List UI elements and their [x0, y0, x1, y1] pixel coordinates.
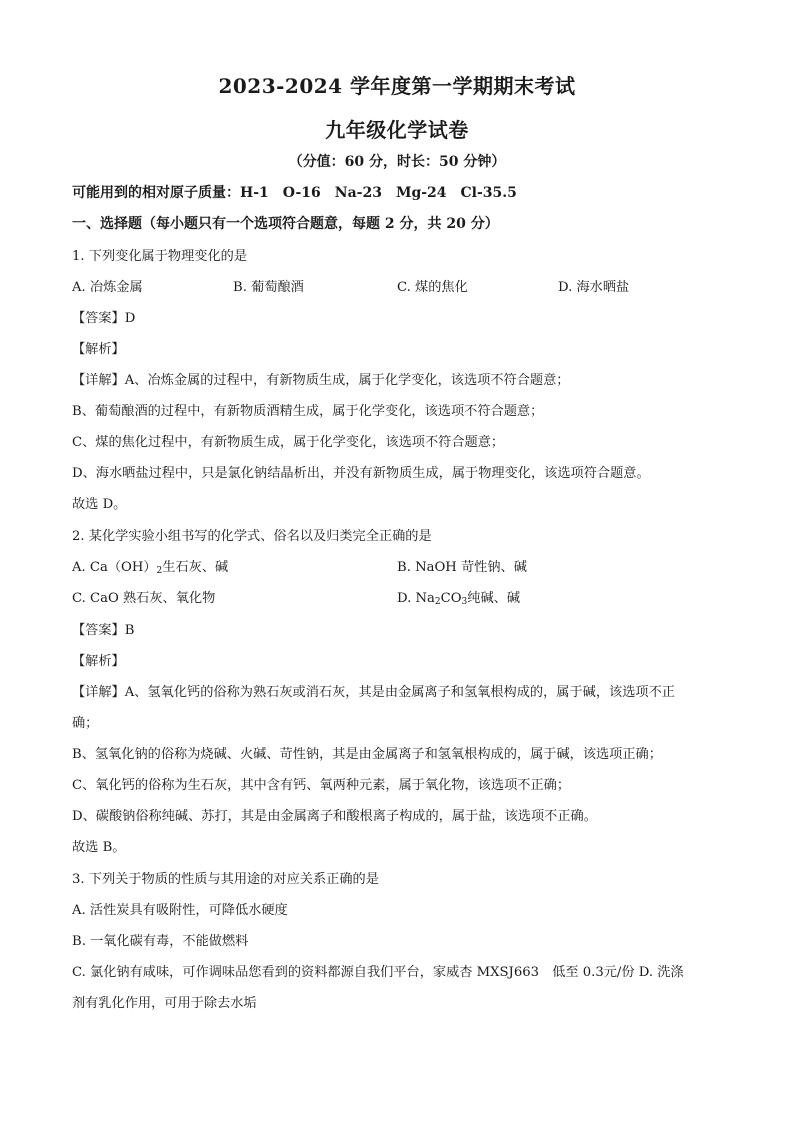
q1-detail-line: B、葡萄酿酒的过程中，有新物质酒精生成，属于化学变化，该选项不符合题意；: [72, 404, 544, 419]
q2-option-d: [397, 587, 520, 607]
q2-detail-line: B、氢氧化钠的俗称为烧碱、火碱、苛性钠，其是由金属离子和氢氧根构成的，属于碱，该选项正确；: [72, 747, 662, 762]
q2-detail-line: C、氧化钙的俗称为生石灰，其中含有钙、氧两种元素，属于氧化物，该选项不正确；: [72, 778, 571, 793]
q3-line: C. 氯化钠有咸味，可作调味品您看到的资料都源自我们平台，家威杏 MXSJ663 低至 0.3元/份 D. 洗涤: [72, 965, 684, 980]
atomic-mass-line: 可能用到的相对原子质量：H-1 O-16 Na-23 Mg-24 Cl-35.5: [72, 185, 517, 201]
q1-detail-line: D、海水晒盐过程中，只是氯化钠结晶析出，并没有新物质生成，属于物理变化，该选项符合题意。: [72, 466, 650, 481]
q3-stem: 3. 下列关于物质的性质与其用途的对应关系正确的是: [72, 872, 379, 887]
q2-stem: 2. 某化学实验小组书写的化学式、俗名以及归类完全正确的是: [72, 529, 432, 544]
q2-detail-line: 确；: [72, 716, 99, 731]
q2-detail-line: 【详解】A、氢氧化钙的俗称为熟石灰或消石灰，其是由金属离子和氢氧根构成的，属于碱，该选项不正: [72, 685, 675, 700]
q2-option-c: C. CaO 熟石灰、氧化物: [72, 591, 216, 606]
q3-line: B. 一氧化碳有毒，不能做燃料: [72, 934, 249, 949]
q2-option-d-text: 纯碱、碱: [467, 591, 521, 606]
subscript: 2: [156, 566, 163, 576]
q1-option-d: D. 海水晒盐: [558, 280, 630, 295]
q2-conclusion: 故选 B。: [72, 840, 126, 855]
subscript: 2: [434, 597, 441, 607]
q2-option-a-formula: A. Ca（OH）: [72, 560, 157, 575]
q1-option-c: C. 煤的焦化: [397, 280, 468, 295]
exam-subtitle: 九年级化学试卷: [325, 118, 469, 142]
q2-analysis-label: 【解析】: [72, 654, 125, 669]
q1-answer: 【答案】D: [72, 311, 136, 326]
q2-option-a-text: 生石灰、碱: [162, 560, 229, 575]
q2-option-d-formula-mid: CO: [440, 591, 462, 606]
exam-info: （分值：60 分，时长：50 分钟）: [288, 154, 506, 170]
q2-detail-line: D、碳酸钠俗称纯碱、苏打，其是由金属离子和酸根离子构成的，属于盐，该选项不正确。: [72, 809, 597, 824]
q3-line: A. 活性炭具有吸附性，可降低水硬度: [72, 903, 288, 918]
q2-answer: 【答案】B: [72, 623, 135, 638]
exam-title: 2023-2024 学年度第一学期期末考试: [218, 74, 576, 98]
q1-option-b: B. 葡萄酿酒: [233, 280, 304, 295]
q1-conclusion: 故选 D。: [72, 497, 127, 512]
subscript: 3: [461, 597, 468, 607]
q3-line: 剂有乳化作用，可用于除去水垢: [72, 996, 257, 1011]
q2-option-b: B. NaOH 苛性钠、碱: [397, 560, 527, 575]
q2-option-a: [72, 556, 228, 576]
section-heading: 一、选择题（每小题只有一个选项符合题意，每题 2 分，共 20 分）: [72, 216, 499, 232]
q1-stem: 1. 下列变化属于物理变化的是: [72, 249, 248, 264]
q1-option-a: A. 冶炼金属: [72, 280, 143, 295]
q1-detail-line: 【详解】A、冶炼金属的过程中，有新物质生成，属于化学变化，该选项不符合题意；: [72, 373, 570, 388]
q1-detail-line: C、煤的焦化过程中，有新物质生成，属于化学变化，该选项不符合题意；: [72, 435, 505, 450]
q1-analysis-label: 【解析】: [72, 342, 125, 357]
q2-option-d-formula: D. Na: [397, 591, 435, 606]
